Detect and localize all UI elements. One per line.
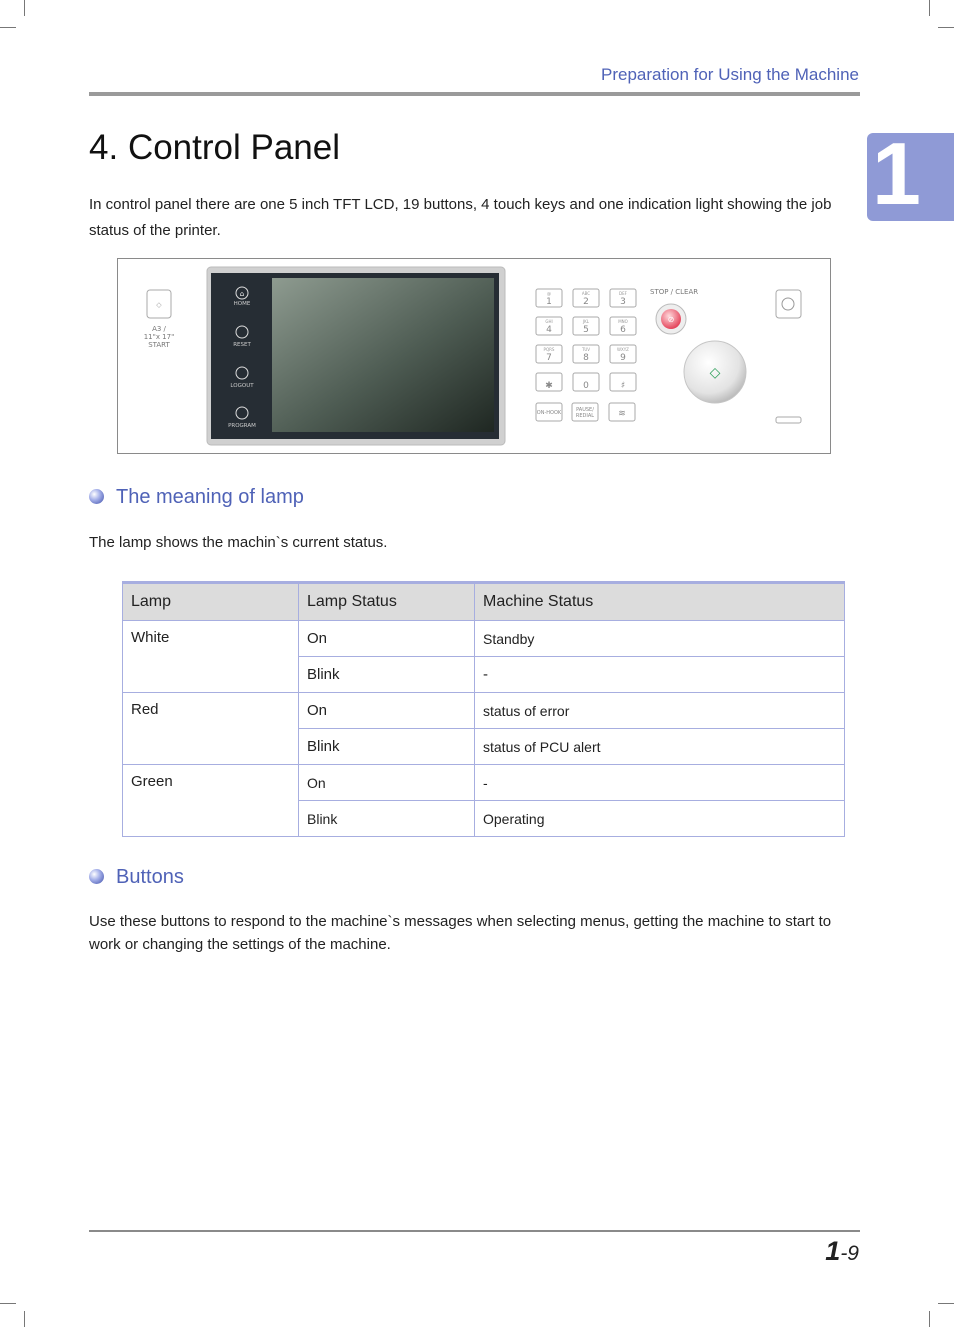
crop-mark	[0, 1303, 16, 1304]
numeric-keypad	[536, 289, 636, 391]
chapter-number: 1	[872, 124, 921, 223]
a3-label-line3: START	[148, 341, 170, 349]
keypad-key-digit: ♯	[620, 381, 626, 391]
bullet-icon	[89, 869, 104, 884]
status-cell: On	[299, 621, 475, 657]
title-number: 4	[89, 128, 109, 167]
crop-mark	[929, 0, 930, 16]
status-lamp	[776, 417, 801, 423]
keypad-key-digit: 8	[583, 353, 589, 363]
touch-key-logout: LOGOUT	[230, 383, 254, 389]
wifi-icon: ≋	[618, 409, 626, 419]
on-hook-key: ON-HOOK	[536, 410, 562, 416]
crop-mark	[938, 1303, 954, 1304]
machine-cell: Operating	[475, 801, 845, 837]
a3-label-line2: 11"x 17"	[143, 333, 175, 341]
control-panel-illustration	[118, 259, 830, 453]
status-cell: On	[299, 765, 475, 801]
svg-text:◇: ◇	[709, 365, 721, 381]
header-divider	[89, 92, 860, 96]
pause-key-line1: PAUSE/	[576, 407, 594, 413]
page-title	[89, 128, 340, 168]
buttons-section-heading	[89, 866, 184, 889]
status-cell: Blink	[299, 657, 475, 693]
lamp-cell: Green	[123, 765, 299, 837]
buttons-heading-text: Buttons	[116, 866, 184, 888]
keypad-key-digit: 7	[546, 353, 552, 363]
status-cell: Blink	[299, 729, 475, 765]
pause-key-line2: REDIAL	[575, 413, 595, 419]
footer-divider	[89, 1230, 860, 1232]
chapter-tab	[867, 124, 954, 223]
keypad-key-letters: TUV	[581, 347, 591, 352]
status-cell: Blink	[299, 801, 475, 837]
keypad-key-digit: 2	[583, 297, 589, 307]
touch-key-program: PROGRAM	[228, 423, 256, 429]
title-dot: .	[108, 128, 119, 167]
keypad-key-letters: GHI	[545, 319, 553, 324]
crop-mark	[929, 1311, 930, 1327]
table-header: Lamp	[123, 583, 299, 621]
a3-label-line1: A3 /	[152, 325, 166, 333]
lamp-cell: Red	[123, 693, 299, 765]
stop-clear-label: STOP / CLEAR	[650, 288, 699, 296]
table-header: Machine Status	[475, 583, 845, 621]
keypad-key-digit: 1	[546, 297, 552, 307]
page-sub: -9	[840, 1242, 859, 1265]
crop-mark	[938, 27, 954, 28]
keypad-key-letters: JKL	[582, 319, 590, 324]
keypad-key-digit: 5	[583, 325, 589, 335]
machine-cell: Standby	[475, 621, 845, 657]
keypad-key-letters: ABC	[581, 291, 591, 296]
machine-cell: -	[475, 765, 845, 801]
page-number	[825, 1236, 859, 1267]
table-row	[123, 765, 845, 801]
svg-text:⌂: ⌂	[239, 290, 245, 298]
crop-mark	[0, 27, 16, 28]
status-cell: On	[299, 693, 475, 729]
touch-key-home: HOME	[233, 301, 251, 307]
buttons-description: Use these buttons to respond to the machine`s messages when selecting menus, getting the machine to start to work or changing the settings of the machine.	[89, 913, 832, 953]
keypad-key-letters: WXYZ	[617, 347, 629, 352]
keypad-key-digit: 9	[620, 353, 626, 363]
control-panel-figure	[117, 258, 831, 454]
machine-cell: status of error	[475, 693, 845, 729]
title-text: Control Panel	[127, 128, 341, 167]
keypad-key-letters: MNO	[618, 319, 628, 324]
keypad-key-digit: 4	[546, 325, 552, 335]
lamp-cell: White	[123, 621, 299, 693]
table-row	[123, 693, 845, 729]
keypad-key-letters: DEF	[619, 291, 627, 296]
crop-mark	[24, 1311, 25, 1327]
keypad-key-letters: @	[547, 291, 551, 296]
machine-cell: status of PCU alert	[475, 729, 845, 765]
crop-mark	[24, 0, 25, 16]
touch-key-reset: RESET	[233, 342, 251, 348]
keypad-key-digit: 3	[620, 297, 626, 307]
bullet-icon	[89, 489, 104, 504]
lamp-section-heading	[89, 486, 304, 509]
keypad-key-digit: 6	[620, 325, 626, 335]
svg-text:⊘: ⊘	[667, 315, 675, 324]
page-chapter: 1	[825, 1236, 841, 1266]
machine-cell: -	[475, 657, 845, 693]
intro-paragraph: In control panel there are one 5 inch TFT LCD, 19 buttons, 4 touch keys and one indication light showing the job status of the printer.	[89, 196, 832, 239]
lamp-description: The lamp shows the machin`s current status.	[89, 534, 388, 551]
running-header: Preparation for Using the Machine	[601, 65, 859, 84]
power-button	[776, 290, 801, 318]
keypad-key-digit: 0	[583, 381, 589, 391]
keypad-key-letters: PQRS	[543, 347, 555, 352]
table-header: Lamp Status	[299, 583, 475, 621]
table-row	[123, 621, 845, 657]
svg-text:◇: ◇	[156, 301, 162, 309]
lamp-status-table	[122, 581, 845, 837]
lamp-heading-text: The meaning of lamp	[116, 486, 304, 508]
keypad-key-digit: ✱	[545, 381, 553, 391]
